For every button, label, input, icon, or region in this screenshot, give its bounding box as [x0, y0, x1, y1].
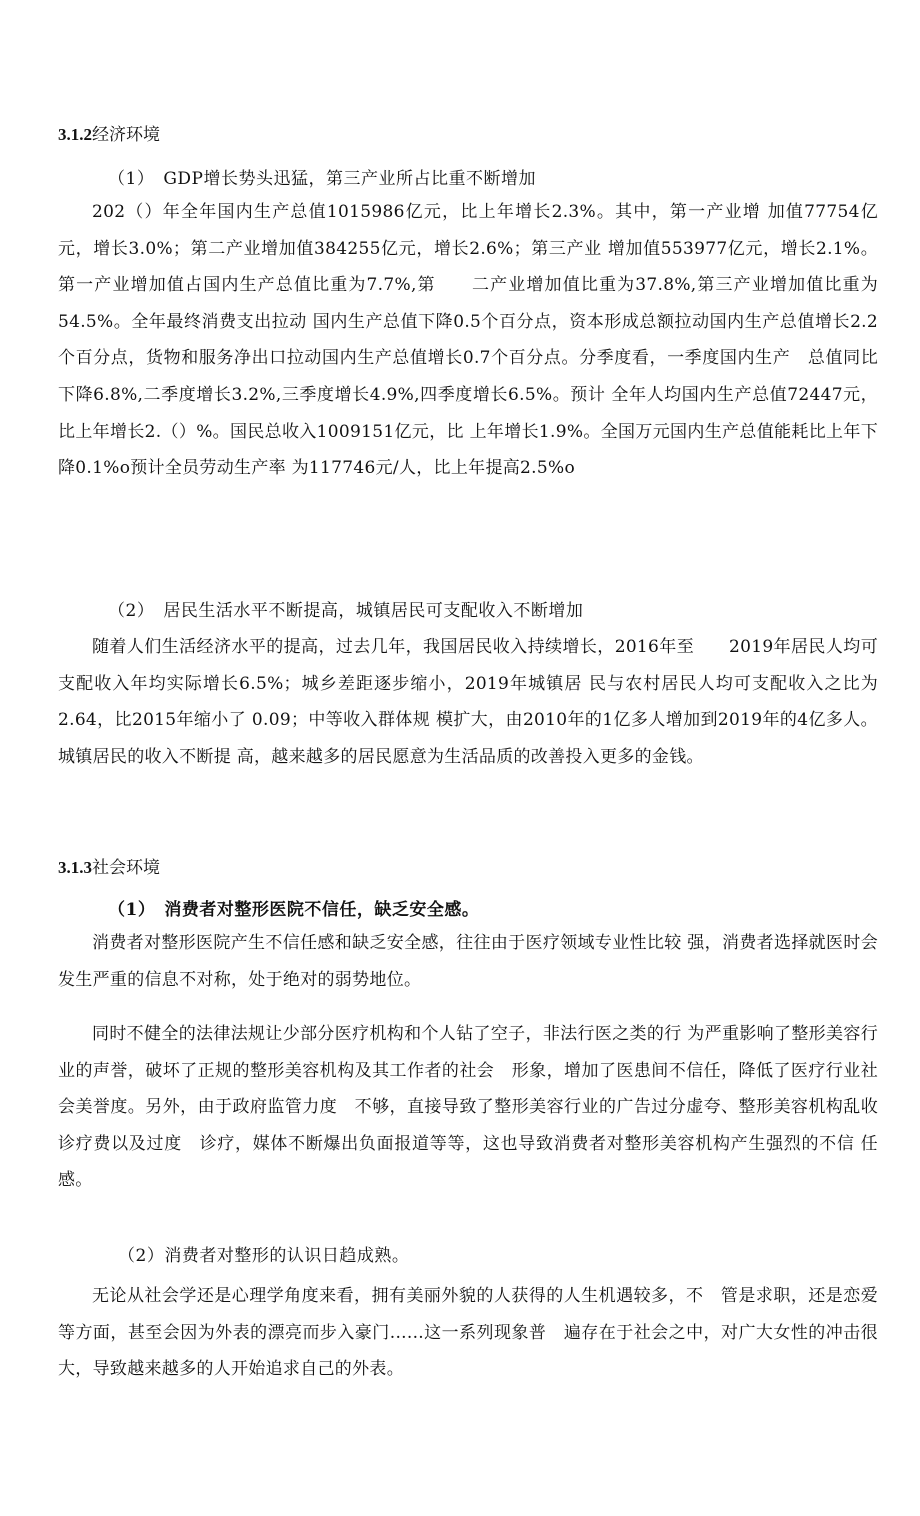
social-paragraph-regulation: 同时不健全的法律法规让少部分医疗机构和个人钻了空子，非法行医之类的行 为严重影响了整形美容行业的声誉，破坏了正规的整形美容机构及其工作者的社会 形象，增加了医患间不信任，降低了医疗行业社会美誉度。另外，由于政府监管力度 不够，直接导致了整形美容行业的广告过分虚夸、整形美容机构乱收诊疗费以及过度 诊疗，媒体不断爆出负面报道等等，这也导致消费者对整形美容机构产生强烈的不信 任感。 — [58, 1024, 878, 1191]
social-subheading-1: （1） 消费者对整形医院不信任，缺乏安全感。 — [108, 900, 480, 920]
economic-subheading-2: （2） 居民生活水平不断提高，城镇居民可支配收入不断增加 — [108, 601, 584, 621]
economic-paragraph-gdp: 202（）年全年国内生产总值1015986亿元，比上年增长2.3%。其中，第一产业增 加值77754亿元，增长3.0%；第二产业增加值384255亿元，增长2.6%；第三产业 增加值553977亿元，增长2.1%。第一产业增加值占国内生产总值比重为7.7%,第 二产业增加值比重为37.8%,第三产业增加值比重为54.5%。全年最终消费支出拉动 国内生产总值下降0.5个百分点，资本形成总额拉动国内生产总值增长2.2个百分点，货物和服务净出口拉动国内生产总值增长0.7个百分点。分季度看，一季度国内生产 总值同比下降6.8%,二季度增长3.2%,三季度增长4.9%,四季度增长6.5%。预计 全年人均国内生产总值72447元，比上年增长2.（）%。国民总收入1009151亿元，比 上年增长1.9%。全国万元国内生产总值能耗比上年下降0.1%o预计全员劳动生产率 为117746元/人，比上年提高2.5%o — [58, 202, 878, 479]
social-paragraph-appearance: 无论从社会学还是心理学角度来看，拥有美丽外貌的人获得的人生机遇较多，不 管是求职，还是恋爱等方面，甚至会因为外表的漂亮而步入豪门......这一系列现象普 遍存在于社会之中，对广大女性的冲击很大，导致越来越多的人开始追求自己的外表。 — [58, 1286, 878, 1380]
section-number: 3.1.3 — [58, 858, 92, 877]
economic-subheading-1: （1） GDP增长势头迅猛，第三产业所占比重不断增加 — [108, 169, 536, 189]
section-title: 经济环境 — [92, 125, 160, 144]
section-title: 社会环境 — [92, 858, 160, 877]
social-paragraph-distrust: 消费者对整形医院产生不信任感和缺乏安全感，往往由于医疗领域专业性比较 强，消费者选择就医时会发生严重的信息不对称，处于绝对的弱势地位。 — [58, 933, 878, 990]
section-number: 3.1.2 — [58, 125, 92, 144]
economic-paragraph-income: 随着人们生活经济水平的提高，过去几年，我国居民收入持续增长，2016年至 2019年居民人均可支配收入年均实际增长6.5%；城乡差距逐步缩小，2019年城镇居 民与农村居民人均可支配收入之比为2.64，比2015年缩小了 0.09；中等收入群体规 模扩大，由2010年的1亿多人增加到2019年的4亿多人。城镇居民的收入不断提 高，越来越多的居民愿意为生活品质的改善投入更多的金钱。 — [58, 637, 878, 767]
social-subheading-2: （2）消费者对整形的认识日趋成熟。 — [118, 1246, 410, 1266]
section-heading-3-1-2 — [58, 120, 160, 145]
section-heading-3-1-3 — [58, 853, 160, 878]
